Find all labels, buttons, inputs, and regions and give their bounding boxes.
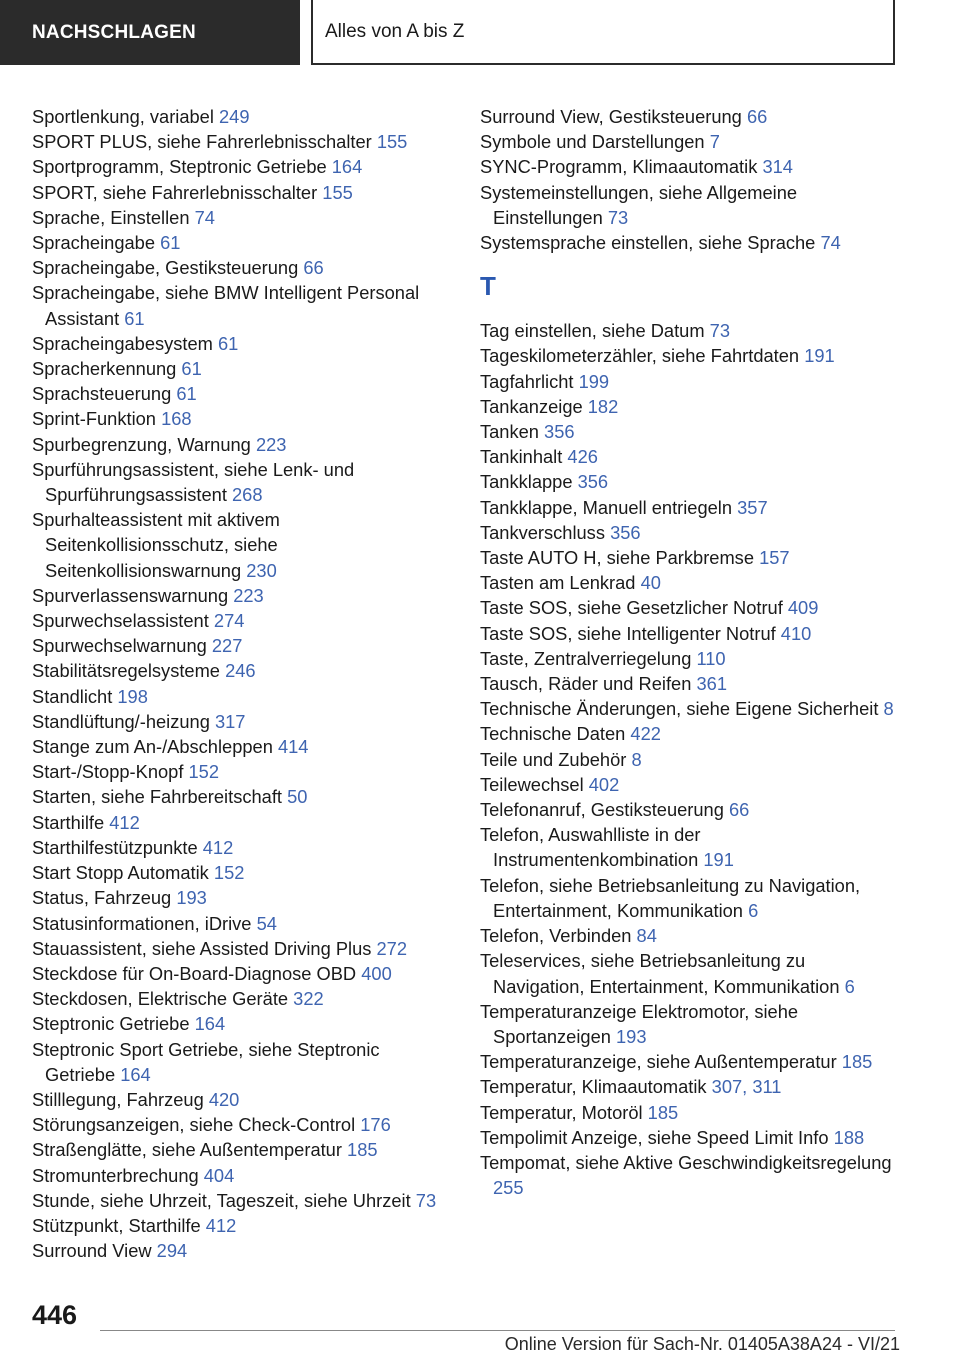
entry-page-link[interactable]: 61 (124, 307, 145, 329)
index-entry (32, 129, 452, 154)
index-entry (480, 772, 900, 797)
entry-term: Steptronic Getriebe (32, 1013, 190, 1035)
entry-page-link[interactable]: 157 (759, 547, 790, 569)
index-entry (32, 1188, 452, 1213)
entry-term: Tankverschluss (480, 521, 605, 543)
index-entry (32, 608, 452, 633)
entry-term: Teleservices, siehe Betriebsanleitung zu Navigation, Entertainment, Kommunikation (480, 950, 840, 997)
entry-page-link[interactable]: 420 (208, 1088, 240, 1110)
entry-page-link[interactable]: 164 (120, 1063, 151, 1085)
index-entry (32, 684, 452, 709)
entry-page-link[interactable]: 61 (217, 332, 239, 354)
index-entry (32, 331, 452, 356)
entry-term: Standlüftung/-heizung (32, 710, 210, 732)
entry-term: Tankklappe, Manuell entriegeln (480, 496, 733, 518)
index-entry (32, 280, 452, 330)
index-entry (32, 759, 452, 784)
entry-term: Starten, siehe Fahrbereitschaft (32, 786, 282, 808)
entry-term: Spracheingabe, siehe BMW Intelligent Personal Assistant (32, 282, 420, 329)
index-column-left (32, 104, 452, 1263)
entry-term: Temperatur, Motoröl (480, 1101, 643, 1123)
index-entry (32, 961, 452, 986)
index-entry (480, 104, 900, 129)
entry-term: SPORT PLUS, siehe Fahrerlebnisschalter (32, 131, 372, 153)
entry-page-link[interactable]: 61 (181, 358, 202, 380)
entry-term: Technische Daten (480, 723, 626, 745)
footer-version: Online Version für Sach-Nr. 01405A38A24 - VI/21 (504, 1334, 900, 1354)
entry-page-link[interactable]: 182 (587, 395, 619, 417)
entry-term: Tempolimit Anzeige, siehe Speed Limit Info (480, 1126, 829, 1148)
entry-page-link[interactable]: 185 (841, 1051, 873, 1073)
index-entry (480, 797, 900, 822)
entry-page-link[interactable]: 74 (194, 206, 215, 228)
index-entry (480, 570, 900, 595)
entry-page-link[interactable]: 61 (160, 232, 181, 254)
entry-page-link[interactable]: 185 (347, 1139, 378, 1161)
index-entry (32, 885, 452, 910)
entry-page-link[interactable]: 356 (577, 471, 609, 493)
entry-term: SPORT, siehe Fahrerlebnisschalter (32, 181, 318, 203)
entry-term: Taste SOS, siehe Gesetzlicher Notruf (480, 597, 783, 619)
index-entry (32, 911, 452, 936)
entry-term: Taste, Zentralverriegelung (480, 647, 692, 669)
page-number: 446 (32, 1300, 78, 1330)
index-entry (480, 1074, 900, 1099)
entry-page-link[interactable]: 274 (213, 610, 245, 632)
entry-page-link[interactable]: 110 (696, 647, 726, 669)
section-title: NACHSCHLAGEN (32, 21, 196, 43)
index-entry (480, 948, 900, 998)
entry-page-link[interactable]: 404 (203, 1164, 235, 1186)
entry-term: Stabilitätsregelsysteme (32, 660, 220, 682)
entry-term: Sprint-Funktion (32, 408, 156, 430)
index-entry (480, 747, 900, 772)
entry-page-link[interactable]: 223 (255, 433, 287, 455)
index-entry (32, 154, 452, 179)
index-entry (32, 734, 452, 759)
index-entry (32, 784, 452, 809)
entry-term: Standlicht (32, 685, 113, 707)
entry-term: Telefon, siehe Betriebsanleitung zu Navigation, Entertainment, Kommunikation (480, 874, 861, 921)
entry-page-link[interactable]: 193 (176, 887, 207, 909)
index-entry (480, 1100, 900, 1125)
index-entry (32, 356, 452, 381)
footer-divider (100, 1330, 895, 1331)
index-entry (32, 936, 452, 961)
entry-term: Steckdose für On-Board-Diagnose OBD (32, 962, 357, 984)
entry-page-link[interactable]: 357 (737, 496, 768, 518)
entry-term: Taste SOS, siehe Intelligenter Notruf (480, 622, 776, 644)
index-entry (32, 1011, 452, 1036)
entry-page-link[interactable]: 294 (156, 1240, 188, 1262)
index-entry (480, 369, 900, 394)
index-entry (32, 1112, 452, 1137)
entry-page-link[interactable]: 414 (277, 736, 309, 758)
entry-term: Status, Fahrzeug (32, 887, 172, 909)
index-entry (480, 318, 900, 343)
entry-term: Stunde, siehe Uhrzeit, Tageszeit, siehe Uhrzeit (32, 1189, 411, 1211)
entry-page-link[interactable]: 50 (287, 786, 308, 808)
entry-term: Störungsanzeigen, siehe Check-Control (32, 1114, 356, 1136)
entry-term: Spurwechselwarnung (32, 635, 207, 657)
index-entry (32, 1087, 452, 1112)
entry-term: Sprache, Einstellen (32, 206, 190, 228)
entry-page-link[interactable]: 410 (780, 622, 812, 644)
index-entry (480, 545, 900, 570)
index-entry (32, 205, 452, 230)
entry-term: Telefonanruf, Gestiksteuerung (480, 799, 724, 821)
entry-term: Temperaturanzeige, siehe Außentemperatur (480, 1051, 837, 1073)
entry-page-link[interactable]: 8 (631, 748, 642, 770)
entry-term: Tempomat, siehe Aktive Geschwindigkeitsregelung (480, 1151, 892, 1173)
entry-page-link[interactable]: 66 (746, 106, 768, 127)
index-entry (480, 873, 900, 923)
entry-page-link[interactable]: 356 (544, 421, 575, 443)
entry-page-link[interactable]: 84 (636, 925, 657, 947)
entry-page-link[interactable]: 268 (232, 484, 263, 506)
entry-page-link[interactable]: 164 (331, 156, 363, 178)
entry-page-link[interactable]: 185 (647, 1101, 679, 1123)
entry-page-link[interactable]: 66 (729, 799, 750, 821)
entry-term: Tag einstellen, siehe Datum (480, 320, 705, 342)
entry-page-link[interactable]: 322 (293, 988, 324, 1010)
entry-term: Sportprogramm, Steptronic Getriebe (32, 156, 327, 178)
entry-page-link[interactable]: 307, 311 (711, 1076, 782, 1098)
entry-page-link[interactable]: 422 (630, 723, 661, 745)
entry-page-link[interactable]: 54 (256, 912, 277, 934)
index-entry (480, 444, 900, 469)
entry-page-link[interactable]: 223 (233, 584, 264, 606)
entry-page-link[interactable]: 168 (161, 408, 192, 430)
entry-term: Temperatur, Klimaautomatik (480, 1076, 707, 1098)
index-entry (480, 520, 900, 545)
index-entry (32, 1238, 452, 1263)
entry-term: Teile und Zubehör (480, 748, 627, 770)
entry-page-link[interactable]: 317 (214, 710, 246, 732)
index-entry (480, 343, 900, 368)
page-title: Alles von A bis Z (325, 20, 465, 42)
entry-page-link[interactable]: 193 (616, 1025, 647, 1047)
index-entry (480, 822, 900, 872)
index-entry (32, 860, 452, 885)
index-entry (480, 696, 900, 721)
index-entry (32, 1137, 452, 1162)
entry-page-link[interactable]: 155 (322, 181, 353, 203)
entry-term: Spurverlassenswarnung (32, 584, 229, 606)
index-entry (480, 923, 900, 948)
entry-page-link[interactable]: 272 (376, 937, 407, 959)
entry-term: Tankklappe (480, 471, 573, 493)
entry-page-link[interactable]: 73 (415, 1189, 437, 1211)
entry-page-link[interactable]: 199 (578, 370, 610, 392)
entry-term: Spracherkennung (32, 358, 177, 380)
entry-page-link[interactable]: 155 (376, 131, 408, 153)
entry-page-link[interactable]: 6 (748, 899, 759, 921)
entry-term: Start-/Stopp-Knopf (32, 761, 184, 783)
index-entry (32, 835, 452, 860)
index-entry (32, 457, 452, 507)
entry-term: Steckdosen, Elektrische Geräte (32, 988, 289, 1010)
index-entry (480, 646, 900, 671)
entry-page-link[interactable]: 426 (567, 446, 598, 468)
entry-term: Steptronic Sport Getriebe, siehe Steptronic Getriebe (32, 1038, 380, 1085)
entry-term: Tausch, Räder und Reifen (480, 673, 692, 695)
index-entry (32, 432, 452, 457)
index-entry (32, 709, 452, 734)
entry-page-link[interactable]: 164 (194, 1013, 226, 1035)
entry-page-link[interactable]: 255 (493, 1177, 524, 1199)
index-entry (480, 595, 900, 620)
entry-term: Sprachsteuerung (32, 383, 172, 405)
entry-page-link[interactable]: 7 (709, 131, 720, 153)
entry-term: Tageskilometerzähler, siehe Fahrtdaten (480, 345, 800, 367)
index-entry (32, 180, 452, 205)
index-entry (32, 986, 452, 1011)
entry-term: Symbole und Darstellungen (480, 131, 705, 153)
entry-page-link[interactable]: 409 (787, 597, 819, 619)
index-entry (32, 104, 452, 129)
entry-term: Start Stopp Automatik (32, 862, 209, 884)
entry-term: Telefon, Verbinden (480, 925, 632, 947)
index-entry (32, 1163, 452, 1188)
index-entry (32, 230, 452, 255)
entry-term: Spurbegrenzung, Warnung (32, 433, 251, 455)
index-entry (32, 1213, 452, 1238)
entry-page-link[interactable]: 191 (703, 849, 734, 871)
entry-page-link[interactable]: 246 (225, 660, 256, 682)
entry-page-link[interactable]: 400 (361, 962, 392, 984)
index-entry (32, 381, 452, 406)
entry-term: Stange zum An-/Abschleppen (32, 736, 273, 758)
entry-term: Statusinformationen, iDrive (32, 912, 252, 934)
index-entry (32, 507, 452, 583)
entry-term: Tankinhalt (480, 446, 563, 468)
entry-page-link[interactable]: 198 (117, 685, 148, 707)
index-entry (480, 394, 900, 419)
entry-term: Tagfahrlicht (480, 370, 574, 392)
index-entry (480, 1150, 900, 1200)
index-entry (32, 810, 452, 835)
entry-page-link[interactable]: 73 (709, 320, 731, 342)
entry-page-link[interactable]: 412 (202, 836, 234, 858)
index-entry (480, 129, 900, 154)
entry-page-link[interactable]: 402 (588, 773, 620, 795)
entry-page-link[interactable]: 176 (360, 1114, 391, 1136)
entry-page-link[interactable]: 227 (211, 635, 243, 657)
index-group-s (480, 104, 900, 255)
section-tab (0, 0, 300, 65)
entry-page-link[interactable]: 61 (176, 383, 197, 405)
entry-term: Tasten am Lenkrad (480, 572, 636, 594)
entry-page-link[interactable]: 230 (246, 559, 277, 581)
entry-page-link[interactable]: 191 (804, 345, 835, 367)
index-entry (480, 721, 900, 746)
entry-term: Surround View, Gestiksteuerung (480, 106, 742, 127)
entry-term: Stilllegung, Fahrzeug (32, 1088, 204, 1110)
index-entry (480, 1049, 900, 1074)
entry-term: Temperaturanzeige Elektromotor, siehe Sportanzeigen (480, 1000, 799, 1047)
entry-term: Spurhalteassistent mit aktivem Seitenkollisionsschutz, siehe Seitenkollisionswarnung (32, 509, 280, 581)
index-entry (480, 999, 900, 1049)
entry-term: Stützpunkt, Starthilfe (32, 1214, 201, 1236)
entry-term: Telefon, Auswahlliste in der Instrumentenkombination (480, 824, 701, 871)
entry-page-link[interactable]: 74 (820, 232, 841, 254)
entry-page-link[interactable]: 66 (303, 257, 324, 279)
entry-term: Systemsprache einstellen, siehe Sprache (480, 232, 816, 254)
page-header (311, 0, 895, 65)
index-entry (480, 495, 900, 520)
entry-page-link[interactable]: 8 (883, 698, 894, 720)
index-entry (480, 469, 900, 494)
entry-term: Spurführungsassistent, siehe Lenk- und Spurführungsassistent (32, 458, 355, 506)
index-entry (480, 419, 900, 444)
entry-term: Spracheingabe, Gestiksteuerung (32, 257, 299, 279)
index-entry (32, 633, 452, 658)
index-column-right (480, 104, 900, 1200)
index-entry (32, 658, 452, 683)
index-entry (480, 671, 900, 696)
entry-page-link[interactable]: 249 (219, 106, 250, 127)
entry-page-link[interactable]: 40 (640, 572, 661, 594)
index-entry (32, 583, 452, 608)
entry-term: Spurwechselassistent (32, 610, 209, 632)
index-entry (32, 255, 452, 280)
entry-term: Spracheingabe (32, 232, 155, 254)
entry-term: Taste AUTO H, siehe Parkbremse (480, 547, 754, 569)
index-entry (480, 1125, 900, 1150)
entry-term: Starthilfestützpunkte (32, 836, 198, 858)
entry-term: Stauassistent, siehe Assisted Driving Plus (32, 937, 372, 959)
index-entry (480, 621, 900, 646)
entry-page-link[interactable]: 412 (109, 811, 140, 833)
entry-term: Stromunterbrechung (32, 1164, 199, 1186)
entry-term: Surround View (32, 1240, 152, 1262)
entry-page-link[interactable]: 314 (762, 156, 793, 178)
index-entry (480, 154, 900, 179)
entry-term: Teilewechsel (480, 773, 584, 795)
entry-term: Straßenglätte, siehe Außentemperatur (32, 1139, 342, 1161)
index-entry (32, 406, 452, 431)
entry-term: Technische Änderungen, siehe Eigene Sicherheit (480, 698, 879, 720)
entry-page-link[interactable]: 6 (844, 975, 855, 997)
entry-page-link[interactable]: 361 (696, 673, 727, 695)
entry-term: Tankanzeige (480, 395, 583, 417)
entry-term: SYNC-Programm, Klimaautomatik (480, 156, 758, 178)
entry-page-link[interactable]: 73 (607, 206, 629, 228)
entry-term: Starthilfe (32, 811, 105, 833)
entry-term: Tanken (480, 421, 539, 443)
entry-page-link[interactable]: 188 (833, 1126, 865, 1148)
entry-page-link[interactable]: 152 (213, 862, 245, 884)
entry-term: Spracheingabesystem (32, 332, 213, 354)
index-entry (32, 1037, 452, 1087)
entry-term: Sportlenkung, variabel (32, 106, 214, 127)
section-letter: T (480, 271, 496, 302)
entry-page-link[interactable]: 356 (610, 521, 641, 543)
index-entry (480, 230, 900, 255)
entry-page-link[interactable]: 412 (205, 1214, 237, 1236)
index-group-t (480, 318, 900, 1200)
index-entry (480, 180, 900, 230)
entry-page-link[interactable]: 152 (188, 761, 220, 783)
entry-term: Systemeinstellungen, siehe Allgemeine Einstellungen (480, 181, 798, 228)
